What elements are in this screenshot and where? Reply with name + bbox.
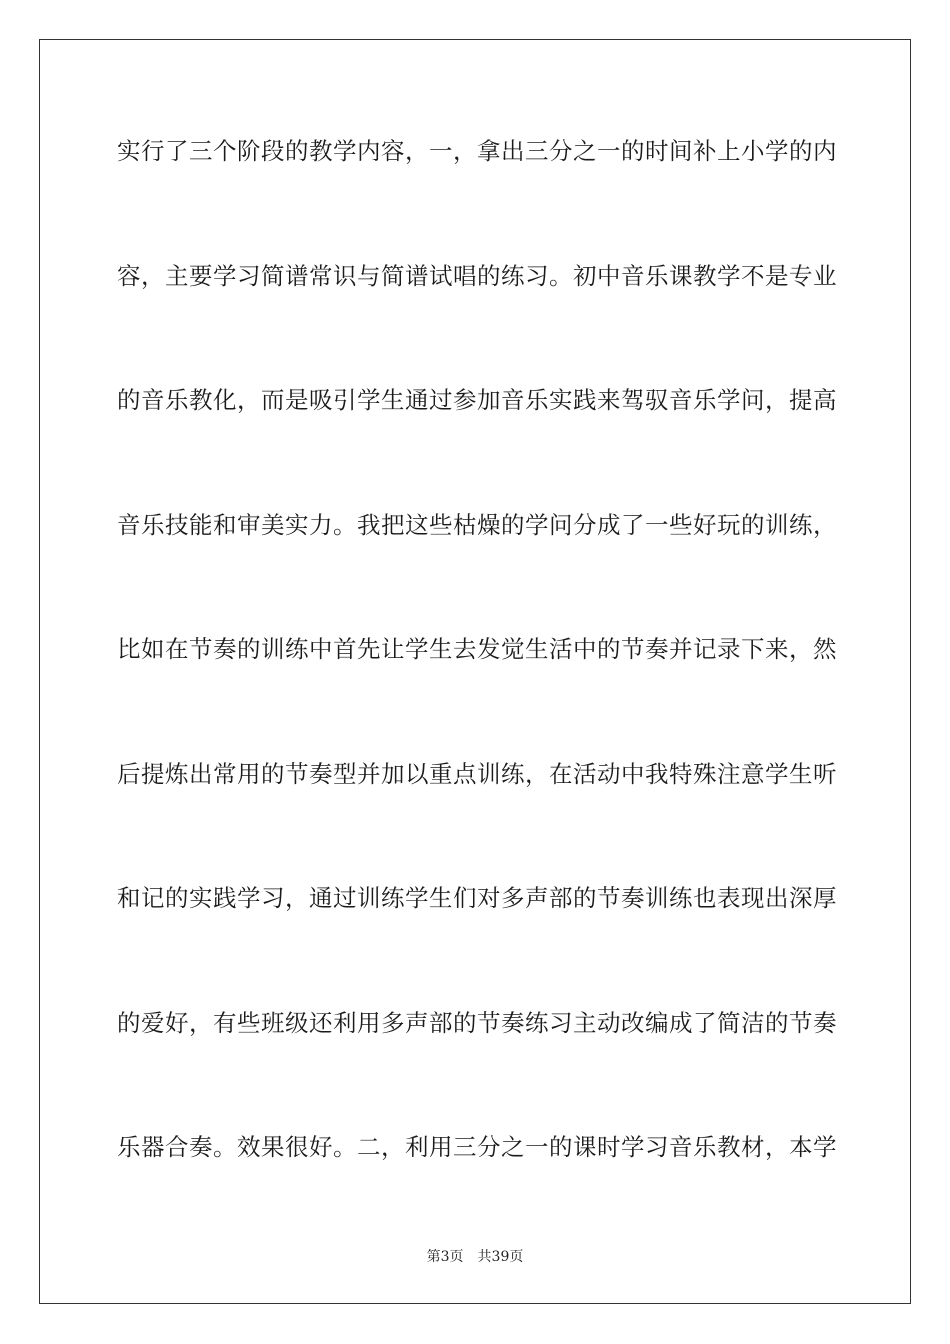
- text-line: 的爱好，有些班级还利用多声部的节奏练习主动改编成了简洁的节奏: [117, 1008, 837, 1037]
- text-line: 后提炼出常用的节奏型并加以重点训练，在活动中我特殊注意学生听: [117, 759, 837, 788]
- body-text: [117, 125, 837, 1246]
- page-total: 共39页: [477, 1249, 524, 1265]
- text-line: 容，主要学习简谱常识与简谱试唱的练习。初中音乐课教学不是专业: [117, 261, 837, 290]
- text-line: 实行了三个阶段的教学内容，一，拿出三分之一的时间补上小学的内: [117, 137, 837, 165]
- text-line: 的音乐教化，而是吸引学生通过参加音乐实践来驾驭音乐学问，提高: [117, 386, 837, 414]
- text-line: 和记的实践学习，通过训练学生们对多声部的节奏训练也表现出深厚: [117, 884, 837, 912]
- text-line: 音乐技能和审美实力。我把这些枯燥的学问分成了一些好玩的训练，: [117, 510, 837, 539]
- text-line: 乐器合奏。效果很好。二，利用三分之一的课时学习音乐教材，本学: [117, 1133, 837, 1161]
- text-line: 比如在节奏的训练中首先让学生去发觉生活中的节奏并记录下来，然: [117, 635, 837, 663]
- page-footer: [0, 1246, 950, 1266]
- page-number: 第3页: [426, 1249, 464, 1265]
